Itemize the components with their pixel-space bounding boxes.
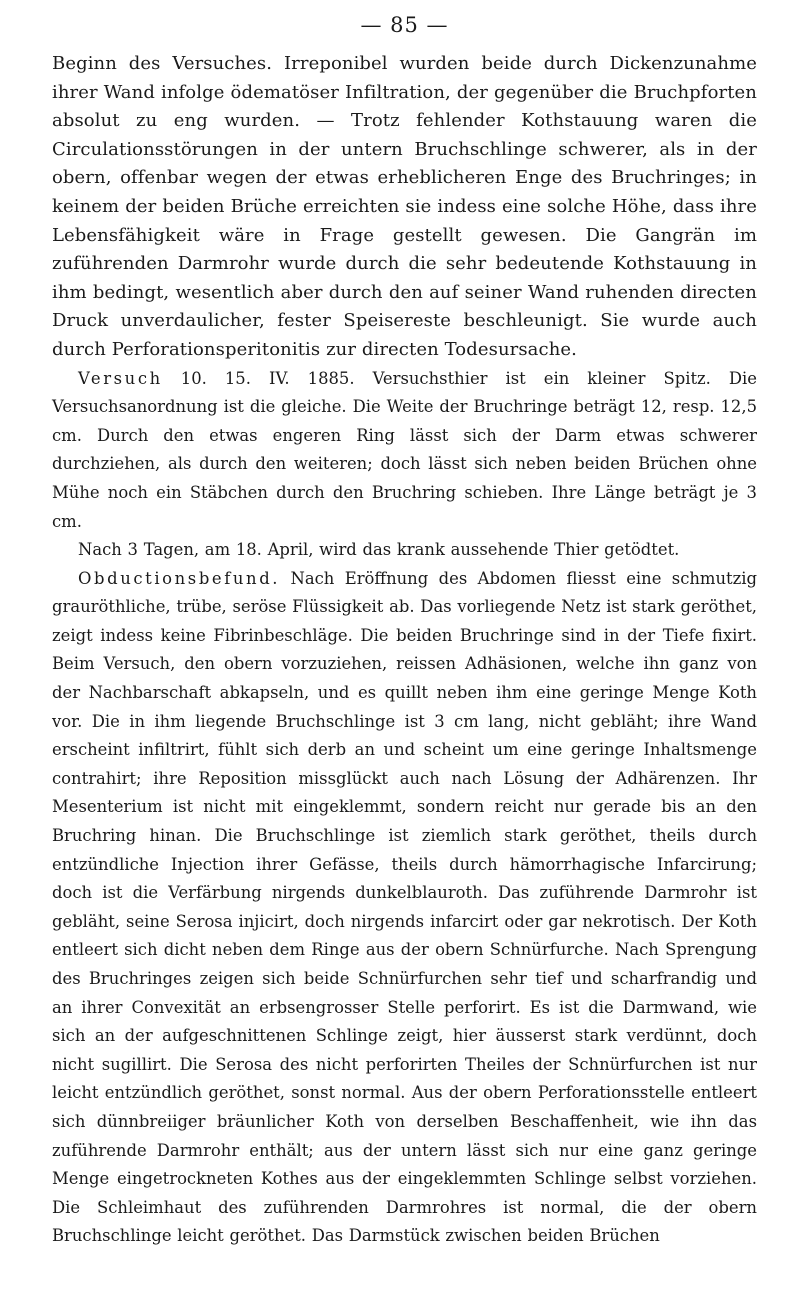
document-page xyxy=(52,10,757,1251)
obductionsbefund-heading: Obductionsbefund. xyxy=(78,568,281,588)
page-number: — 85 — xyxy=(360,13,449,37)
paragraph-nach-3-tagen xyxy=(52,536,757,565)
paragraph-obductionsbefund-text: Nach Eröffnung des Abdomen fliesst eine schmutzig grauröthliche, trübe, seröse Flüssigkeit ab. Das vorliegende Netz ist stark geröthet, zeigt indess keine Fibrinbeschläge. Die beiden Bruchringe sind in der Tiefe fixirt. Beim Versuch, den obern vorzuziehen, reissen Adhäsionen, welche ihn ganz von der Nachbarschaft abkapseln, und es quillt neben ihm eine geringe Menge Koth vor. Die in ihm liegende Bruchschlinge ist 3 cm lang, nicht gebläht; ihre Wand erscheint infiltrirt, fühlt sich derb an und scheint um eine geringe Inhaltsmenge contrahirt; ihre Reposition missglückt auch nach Lösung der Adhärenzen. Ihr Mesenterium ist nicht mit eingeklemmt, sondern reicht nur gerade bis an den Bruchring hinan. Die Bruchschlinge ist ziemlich stark geröthet, theils durch entzündliche Injection ihrer Gefässe, theils durch hämorrhagische Infarcirung; doch ist die Verfärbung nirgends dunkelblauroth. Das zuführende Darmrohr ist gebläht, seine Serosa injicirt, doch nirgends infarcirt oder gar nekrotisch. Der Koth entleert sich dicht neben dem Ringe aus der obern Schnürfurche. Nach Sprengung des Bruchringes zeigen sich beide Schnürfurchen sehr tief und scharfrandig und an ihrer Convexität an erbsengrosser Stelle perforirt. Es ist die Darmwand, wie sich an der aufgeschnittenen Schlinge zeigt, hier äusserst stark verdünnt, doch nicht sugillirt. Die Serosa des nicht perforirten Theiles der Schnürfurchen ist nur leicht entzündlich geröthet, sonst normal. Aus der obern Perforationsstelle entleert sich dünnbreiiger bräunlicher Koth von derselben Beschaffenheit, wie ihn das zuführende Darmrohr enthält; aus der untern lässt sich nur eine ganz geringe Menge eingetrockneten Kothes aus der eingeklemmten Schlinge selbst vorziehen. Die Schleimhaut des zuführenden Darmrohres ist normal, die der obern Bruchschlinge leicht geröthet. Das Darmstück zwischen beiden Brüchen xyxy=(52,568,757,1246)
paragraph-versuch-10 xyxy=(52,365,757,537)
paragraph-intro-text: Beginn des Versuches. Irreponibel wurden beide durch Dickenzunahme ihrer Wand infolge ödematöser Infiltration, der gegenüber die Bruchpforten absolut zu eng wurden. — Trotz fehlender Kothstauung waren die Circulationsstörungen in der untern Bruchschlinge schwerer, als in der obern, offenbar wegen der etwas erheblicheren Enge des Bruchringes; in keinem der beiden Brüche erreichten sie indess eine solche Höhe, dass ihre Lebensfähigkeit wäre in Frage gestellt gewesen. Die Gangrän im zuführenden Darmrohr wurde durch die sehr bedeutende Kothstauung in ihm bedingt, wesentlich aber durch den auf seiner Wand ruhenden directen Druck unverdaulicher, fester Speisereste beschleunigt. Sie wurde auch durch Perforationsperitonitis zur directen Todesursache. xyxy=(52,53,757,360)
paragraph-intro xyxy=(52,50,757,365)
paragraph-nach-3-tagen-text: Nach 3 Tagen, am 18. April, wird das krank aussehende Thier getödtet. xyxy=(78,540,680,560)
versuch-heading: Versuch xyxy=(78,368,163,388)
paragraph-versuch-10-text: 10. 15. IV. 1885. Versuchsthier ist ein kleiner Spitz. Die Versuchsanordnung ist die gleiche. Die Weite der Bruchringe beträgt 12, resp. 12,5 cm. Durch den etwas engeren Ring lässt sich der Darm etwas schwerer durchziehen, als durch den weiteren; doch lässt sich neben beiden Brüchen ohne Mühe noch ein Stäbchen durch den Bruchring schieben. Ihre Länge beträgt je 3 cm. xyxy=(52,368,757,531)
paragraph-obductionsbefund xyxy=(52,565,757,1251)
